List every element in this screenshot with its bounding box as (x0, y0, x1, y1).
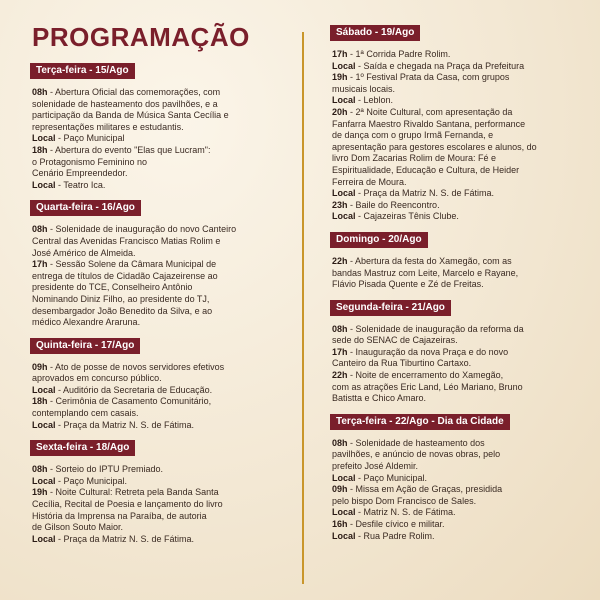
day-block-quinta-feira (30, 335, 292, 432)
schedule-line-label: 09h (332, 484, 348, 495)
day-header: Terça-feira - 22/Ago - Dia da Cidade (330, 414, 510, 430)
schedule-line (332, 393, 592, 405)
schedule-line (32, 282, 292, 294)
schedule-line-text: - Praça da Matriz N. S. de Fátima. (55, 533, 195, 544)
schedule-line-text: representações militares e estudantis. (32, 121, 184, 132)
day-block-terca-feira (330, 411, 592, 542)
schedule-line (332, 256, 592, 268)
day-block-quarta-feira (30, 197, 292, 328)
schedule-line (332, 358, 592, 370)
schedule-line-text: apresentação para gestores escolares e alunos, do (332, 141, 537, 152)
schedule-line-text: Canteiro da Rua Tiburtino Cartaxo. (332, 358, 472, 369)
schedule-line-label: Local (332, 188, 356, 199)
schedule-line-text: - Paço Municipal (55, 133, 125, 144)
schedule-line-text: médico Alexandre Araruna. (32, 317, 141, 328)
schedule-line (332, 484, 592, 496)
schedule-line (332, 211, 592, 223)
schedule-line-text: - Abertura do evento "Elas que Lucram": (47, 144, 211, 155)
schedule-line-text: - Saída e chegada na Praça da Prefeitura (355, 60, 525, 71)
left-column (30, 60, 292, 551)
schedule-line (332, 165, 592, 177)
schedule-line (32, 87, 292, 99)
schedule-line (32, 271, 292, 283)
schedule-line-label: 18h (32, 396, 48, 407)
schedule-line (32, 294, 292, 306)
schedule-line-text: - Inauguração da nova Praça e do novo (347, 346, 509, 357)
schedule-line (32, 499, 292, 511)
schedule-line-text: - 1ª Corrida Padre Rolim. (347, 49, 451, 59)
schedule-line (332, 107, 592, 119)
schedule-line (332, 130, 592, 142)
schedule-line (332, 496, 592, 508)
schedule-line (32, 476, 292, 488)
schedule-line (332, 370, 592, 382)
schedule-line (32, 145, 292, 157)
schedule-line-label: 17h (332, 346, 348, 357)
column-divider (302, 32, 304, 584)
schedule-line-text: - Paço Municipal. (355, 472, 428, 483)
schedule-line-text: - Praça da Matriz N. S. de Fátima. (55, 419, 195, 430)
schedule-line (332, 72, 592, 84)
schedule-line (332, 324, 592, 336)
schedule-line-text: José Américo de Almeida. (32, 247, 136, 258)
schedule-line-text: desembargador João Benedito da Silva, e ao (32, 305, 213, 316)
schedule-line (332, 84, 592, 96)
schedule-line (332, 119, 592, 131)
schedule-line (332, 461, 592, 473)
schedule-line (332, 49, 592, 61)
schedule-line-text: - Praça da Matriz N. S. de Fátima. (355, 188, 495, 199)
schedule-line-label: 22h (332, 255, 348, 266)
schedule-line-label: 08h (32, 464, 48, 475)
schedule-line-text: de Gilson Souto Maior. (32, 522, 124, 533)
day-block-sexta-feira (30, 437, 292, 545)
schedule-line (32, 259, 292, 271)
schedule-line-label: 08h (32, 224, 48, 235)
schedule-line-label: 17h (32, 259, 48, 270)
schedule-line (332, 473, 592, 485)
schedule-line (332, 177, 592, 189)
schedule-line-label: 08h (32, 87, 48, 97)
schedule-line-label: Local (332, 507, 356, 518)
schedule-line (32, 180, 292, 192)
schedule-line-label: Local (332, 211, 356, 222)
schedule-line-text: bandas Mastruz com Leite, Marcelo e Rayane, (332, 267, 519, 278)
schedule-line (32, 306, 292, 318)
schedule-line (332, 279, 592, 291)
schedule-line-text: - Noite de encerramento do Xamegão, (347, 370, 504, 381)
schedule-line (332, 449, 592, 461)
day-block-segunda-feira (330, 297, 592, 405)
schedule-line (332, 382, 592, 394)
schedule-line (332, 507, 592, 519)
schedule-line-label: 23h (332, 199, 348, 210)
schedule-line-text: o Protagonismo Feminino no (32, 156, 148, 167)
schedule-line-text: Cenário Empreendedor. (32, 168, 128, 179)
schedule-line (32, 511, 292, 523)
schedule-line-text: pelo bispo Dom Francisco de Sales. (332, 495, 477, 506)
day-header: Quarta-feira - 16/Ago (30, 200, 141, 216)
schedule-line-text: pavilhões, e anúncio de novas obras, pelo (332, 449, 501, 460)
schedule-line (332, 335, 592, 347)
schedule-line-text: Nominando Diniz Filho, ao presidente do TJ, (32, 293, 210, 304)
schedule-line-text: solenidade de hasteamento dos pavilhões, e a (32, 98, 218, 109)
schedule-line-text: - Abertura da festa do Xamegão, com as (347, 255, 512, 266)
schedule-line-label: Local (32, 475, 56, 486)
day-header: Segunda-feira - 21/Ago (330, 300, 451, 316)
schedule-line (332, 347, 592, 359)
schedule-line-label: Local (32, 133, 56, 144)
page-title: PROGRAMAÇÃO (32, 22, 250, 52)
schedule-line (32, 464, 292, 476)
schedule-line (332, 188, 592, 200)
schedule-line (32, 385, 292, 397)
schedule-line-text: - Cerimônia de Casamento Comunitário, (47, 396, 212, 407)
schedule-line-label: Local (32, 384, 56, 395)
schedule-line-label: Local (332, 60, 356, 71)
schedule-line-label: Local (32, 419, 56, 430)
schedule-line-text: - Solenidade de inauguração da reforma da (347, 323, 524, 334)
schedule-line (332, 531, 592, 543)
schedule-line-text: aprovados em concurso público. (32, 373, 162, 384)
schedule-line-text: prefeito José Aldemir. (332, 461, 419, 472)
schedule-line-label: 08h (332, 437, 348, 448)
day-block-sabado (330, 22, 592, 223)
schedule-line-text: contemplando cem casais. (32, 408, 139, 419)
schedule-line-text: - Abertura Oficial das comemorações, com (47, 87, 221, 97)
schedule-line (32, 373, 292, 385)
schedule-line-text: - Missa em Ação de Graças, presidida (347, 484, 503, 495)
schedule-line-text: com as atrações Eric Land, Léo Mariano, Bruno (332, 381, 523, 392)
schedule-line (32, 110, 292, 122)
right-column (330, 22, 592, 548)
schedule-line (32, 133, 292, 145)
schedule-line (332, 153, 592, 165)
schedule-line-text: - 1º Festival Prata da Casa, com grupos (347, 72, 510, 83)
schedule-line-text: - Desfile cívico e militar. (347, 519, 445, 529)
day-header: Sexta-feira - 18/Ago (30, 440, 135, 456)
schedule-line-text: - Auditório da Secretaria de Educação. (55, 384, 213, 395)
schedule-line-text: - Baile do Reencontro. (347, 199, 440, 210)
day-block-terca-feira (30, 60, 292, 191)
schedule-line-text: - Solenidade de hasteamento dos (347, 437, 485, 448)
schedule-line-label: 08h (332, 323, 348, 334)
schedule-line-text: - Rua Padre Rolim. (355, 530, 435, 541)
schedule-line (32, 317, 292, 329)
schedule-line (332, 438, 592, 450)
schedule-line-text: - Ato de posse de novos servidores efetivos (47, 361, 225, 372)
schedule-line-label: 16h (332, 519, 348, 529)
schedule-line-text: Espiritualidade, Educação e Cultura, de Heider (332, 164, 520, 175)
schedule-line-text: Central das Avenidas Francisco Matias Rolim e (32, 235, 221, 246)
schedule-line-text: Fanfarra Maestro Rivaldo Santana, performance (332, 118, 526, 129)
schedule-line-label: 22h (332, 370, 348, 381)
schedule-line (32, 420, 292, 432)
day-block-domingo (330, 229, 592, 291)
schedule-line-text: presidente do TCE, Conselheiro Antônio (32, 282, 193, 293)
schedule-line-text: - 2ª Noite Cultural, com apresentação da (347, 106, 513, 117)
schedule-line (32, 99, 292, 111)
schedule-line-label: Local (332, 530, 356, 541)
schedule-line (32, 487, 292, 499)
schedule-line (32, 396, 292, 408)
schedule-line (332, 519, 592, 531)
schedule-line-label: Local (332, 472, 356, 483)
schedule-line-text: Batistta e Chico Amaro. (332, 393, 427, 404)
schedule-line-text: de dança com o grupo Irmã Fernanda, e (332, 130, 494, 141)
schedule-line (332, 200, 592, 212)
schedule-line-text: participação da Banda de Música Santa Cecília e (32, 110, 229, 121)
schedule-line-text: História da Imprensa na Paraíba, de autoria (32, 510, 207, 521)
schedule-line-text: entrega de títulos de Cidadão Cajazeirense ao (32, 270, 218, 281)
schedule-line-text: - Solenidade de inauguração do novo Canteiro (47, 224, 237, 235)
schedule-line (32, 236, 292, 248)
schedule-line (332, 268, 592, 280)
schedule-line (32, 224, 292, 236)
schedule-line-text: - Paço Municipal. (55, 475, 128, 486)
schedule-line (32, 168, 292, 180)
schedule-line (32, 248, 292, 260)
schedule-line-text: - Matriz N. S. de Fátima. (355, 507, 456, 518)
schedule-line (32, 122, 292, 134)
schedule-line (332, 61, 592, 73)
schedule-line-text: livro Dom Zacarias Rolim de Moura: Fé e (332, 153, 497, 164)
day-header: Quinta-feira - 17/Ago (30, 338, 140, 354)
schedule-line-text: - Sessão Solene da Câmara Municipal de (47, 259, 217, 270)
schedule-line-text: sede do SENAC de Cajazeiras. (332, 335, 458, 346)
schedule-line (332, 95, 592, 107)
schedule-line (32, 362, 292, 374)
schedule-line-label: Local (32, 179, 56, 190)
day-header: Terça-feira - 15/Ago (30, 63, 135, 79)
schedule-line-text: - Cajazeiras Tênis Clube. (355, 211, 459, 222)
schedule-line-label: Local (32, 533, 56, 544)
schedule-line-label: 17h (332, 49, 348, 59)
schedule-line (32, 408, 292, 420)
schedule-line (32, 157, 292, 169)
schedule-line (32, 522, 292, 534)
schedule-line-label: 19h (32, 487, 48, 498)
schedule-line-text: Ferreira de Moura. (332, 176, 407, 187)
schedule-line (332, 142, 592, 154)
schedule-line-text: Flávio Pisada Quente e Zé de Freitas. (332, 279, 484, 290)
schedule-line-text: - Sorteio do IPTU Premiado. (47, 464, 164, 475)
schedule-line-text: - Noite Cultural: Retreta pela Banda Santa (47, 487, 219, 498)
schedule-line-label: 20h (332, 106, 348, 117)
schedule-line-text: - Leblon. (355, 95, 394, 106)
day-header: Domingo - 20/Ago (330, 232, 428, 248)
schedule-line-text: Cecília, Recital de Poesia e lançamento do livro (32, 499, 223, 510)
schedule-line (32, 534, 292, 546)
schedule-line-text: - Teatro Ica. (55, 179, 106, 190)
schedule-line-label: 09h (32, 361, 48, 372)
schedule-line-text: musicais locais. (332, 83, 396, 94)
day-header: Sábado - 19/Ago (330, 25, 420, 41)
schedule-line-label: Local (332, 95, 356, 106)
schedule-line-label: 19h (332, 72, 348, 83)
schedule-line-label: 18h (32, 144, 48, 155)
